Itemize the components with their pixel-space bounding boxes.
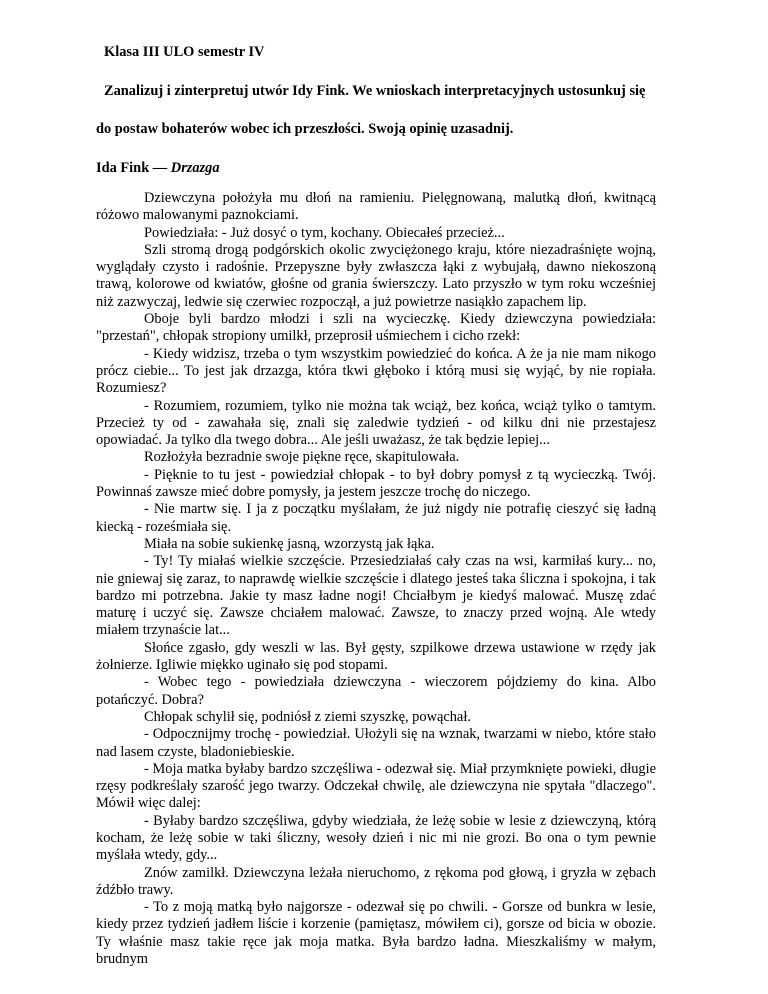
paragraph: - Rozumiem, rozumiem, tylko nie można tak wciąż, bez końca, wciąż tylko o tamtym. Przecież ty od - zawahała się, znali się zaledwie tydzień - od kilku dni nie przestajesz opowiadać. Ja tylko dla twego dobra... Ale jeśli uważasz, że tak będzie lepiej... <box>96 397 656 449</box>
work-title: Drzazga <box>170 160 220 176</box>
paragraph: - Pięknie to tu jest - powiedział chłopak - to był dobry pomysł z tą wycieczką. Twój. Powinnaś zawsze mieć dobre pomysły, ja jestem jeszcze trochę do niczego. <box>96 466 656 501</box>
task-line-2: do postaw bohaterów wobec ich przeszłości. Swoją opinię uzasadnij. <box>96 121 514 137</box>
paragraph: Miała na sobie sukienkę jasną, wzorzystą jak łąka. <box>144 535 435 552</box>
paragraph: Znów zamilkł. Dziewczyna leżała nieruchomo, z rękoma pod głową, i gryzła w zębach źdźbło trawy. <box>96 864 656 898</box>
paragraph: - Ty! Ty miałaś wielkie szczęście. Przesiedziałaś cały czas na wsi, karmiłaś kury... no, nie gniewaj się zaraz, to naprawdę wielkie szczęście i dlatego jesteś taka śliczna i spokojna, i tak bardzo mi potrzebna. Jakie ty masz ładne nogi! Chciałbym je kiedyś malować. Muszę zdać maturę i uczyć się. Zawsze chciałem malować. Zawsze, to znaczy przed wojną. Ale wtedy miałem trzynaście lat... <box>96 553 656 639</box>
paragraph: - Nie martw się. I ja z początku myślałam, że już nigdy nie potrafię cieszyć się ładną kiecką - roześmiała się. <box>96 501 656 535</box>
paragraph: - Kiedy widzisz, trzeba o tym wszystkim powiedzieć do końca. A że ja nie mam nikogo prócz ciebie... To jest jak drzazga, która tkwi głęboko i którą musi się wyjąć, by nie ropiała. Rozumiesz? <box>96 345 656 397</box>
paragraph: - Wobec tego - powiedziała dziewczyna - wieczorem pójdziemy do kina. Albo potańczyć. Dobra? <box>96 674 656 708</box>
task-line-1: Zanalizuj i zinterpretuj utwór Idy Fink. We wnioskach interpretacyjnych ustosunkuj się <box>104 83 646 99</box>
paragraph: Słońce zgasło, gdy weszli w las. Był gęsty, szpilkowe drzewa ustawione w rzędy jak żołnierze. Igliwie miękko uginało się pod stopami. <box>96 639 656 674</box>
class-line: Klasa III ULO semestr IV <box>104 44 265 60</box>
paragraph: Dziewczyna położyła mu dłoń na ramieniu. Pielęgnowaną, malutką dłoń, kwitnącą różowo malowanymi paznokciami. <box>96 190 656 224</box>
author-name: Ida Fink — <box>96 160 168 176</box>
paragraph: - Byłaby bardzo szczęśliwa, gdyby wiedziała, że leżę sobie w lesie z dziewczyną, którą kocham, że leżę sobie w taki śliczny, wesoły dzień i nic mi nie grozi. Bo ona o tym pewnie myślała wtedy, gdy... <box>96 812 656 864</box>
paragraph: Rozłożyła bezradnie swoje piękne ręce, skapitulowała. <box>144 449 460 466</box>
paragraph: Powiedziała: - Już dosyć o tym, kochany. Obiecałeś przecież... <box>144 224 505 241</box>
paragraph: - To z moją matką było najgorsze - odezwał się po chwili. - Gorsze od bunkra w lesie, kiedy przez tydzień jadłem liście i korzenie (pamiętasz, mówiłem ci), gorsze od bicia w obozie. Ty właśnie masz takie ręce jak moja matka. Była bardzo ładna. Mieszkaliśmy w małym, brudnym <box>96 899 656 968</box>
paragraph: Chłopak schylił się, podniósł z ziemi szyszkę, powąchał. <box>144 708 471 725</box>
work-heading <box>96 160 220 176</box>
paragraph: - Odpocznijmy trochę - powiedział. Ułożyli się na wznak, twarzami w niebo, które stało nad lasem czyste, bladoniebieskie. <box>96 726 656 760</box>
paragraph: Oboje byli bardzo młodzi i szli na wycieczkę. Kiedy dziewczyna powiedziała: "przestań", chłopak stropiony umilkł, przeprosił uśmiechem i cicho rzekł: <box>96 311 656 345</box>
paragraph: Szli stromą drogą podgórskich okolic zwyciężonego kraju, które niezadraśnięte wojną, wyglądały czysto i radośnie. Przepyszne były zwłaszcza łąki z wybujałą, dawno niekoszoną trawą, kolorowe od kwiatów, głośne od grania świerszczy. Lato przyszło w tym roku wcześniej niż zazwyczaj, ledwie się czerwiec rozpoczął, a już powietrze nasiąkło zapachem lip. <box>96 241 656 310</box>
paragraph: - Moja matka byłaby bardzo szczęśliwa - odezwał się. Miał przymknięte powieki, długie rzęsy podkreślały szarość jego twarzy. Odczekał chwilę, ale dziewczyna nie spytała "dlaczego". Mówił więc dalej: <box>96 760 656 812</box>
story-text <box>96 190 656 968</box>
